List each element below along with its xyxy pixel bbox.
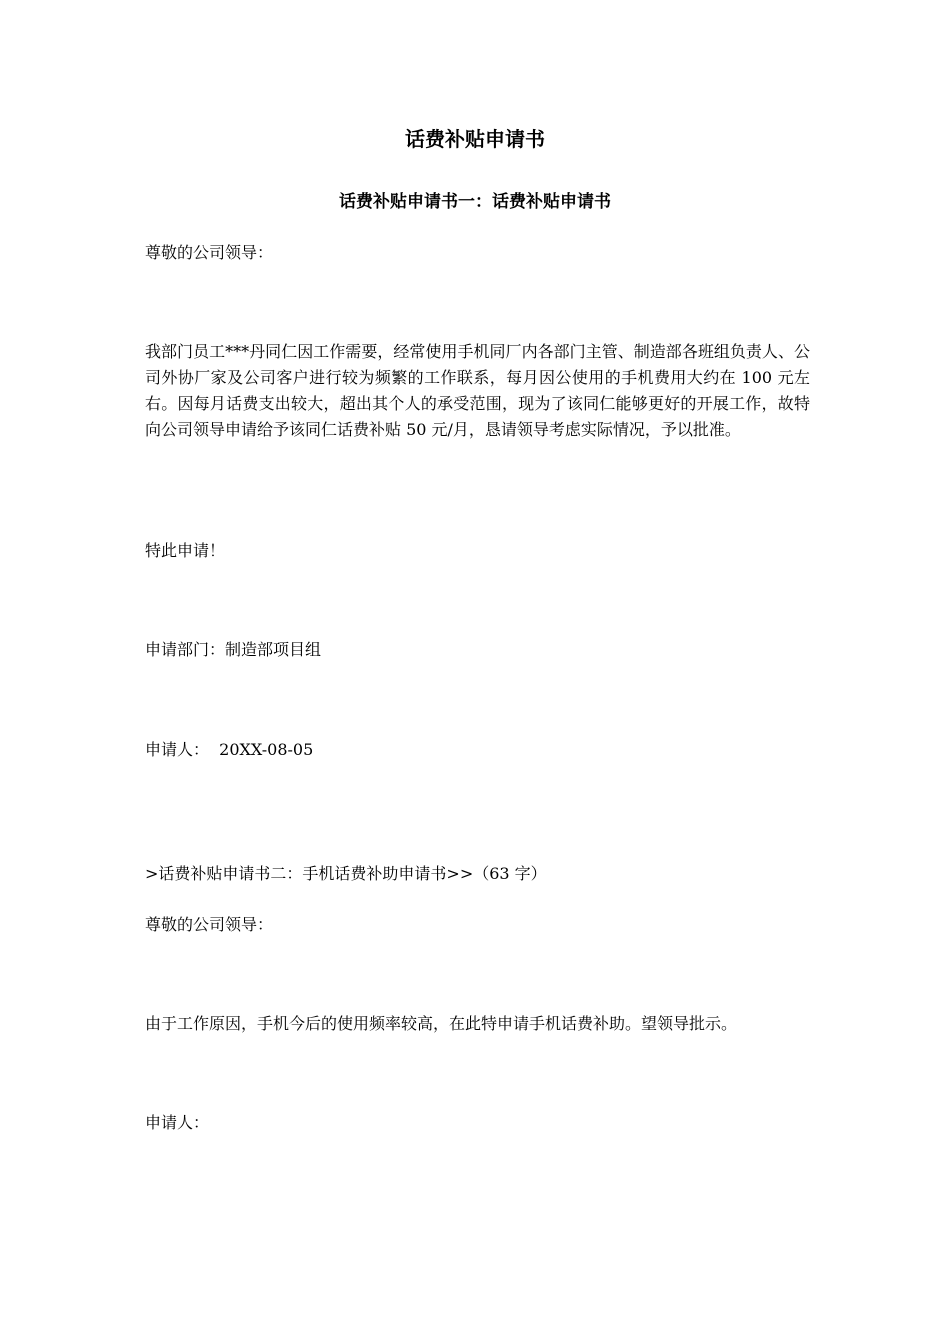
letter1-salutation: 尊敬的公司领导： [145, 243, 274, 262]
letter1-heading: 话费补贴申请书一：话费补贴申请书 [339, 192, 611, 212]
letter1-closing: 特此申请！ [145, 541, 226, 560]
letter1-applicant-date: 申请人： 20XX-08-05 [145, 740, 314, 759]
letter1-body: 我部门员工***丹同仁因工作需要，经常使用手机同厂内各部门主管、制造部各班组负责人、公司外协厂家及公司客户进行较为频繁的工作联系，每月因公使用的手机费用大约在 100 元左右。因每月话费支出较大，超出其个人的承受范围，现为了该同仁能够更好的开展工作，故特向公司领导申请给予该同仁话费补贴 50 元/月，恳请领导考虑实际情况，予以批准。 [145, 342, 810, 439]
letter2-heading: >话费补贴申请书二：手机话费补助申请书>>（63 字） [145, 864, 547, 883]
letter2-applicant: 申请人： [145, 1113, 210, 1132]
letter2-salutation: 尊敬的公司领导： [145, 915, 274, 934]
letter1-department: 申请部门：制造部项目组 [145, 640, 322, 659]
document-title: 话费补贴申请书 [405, 127, 545, 151]
letter2-body: 由于工作原因，手机今后的使用频率较高，在此特申请手机话费补助。望领导批示。 [145, 1014, 738, 1033]
